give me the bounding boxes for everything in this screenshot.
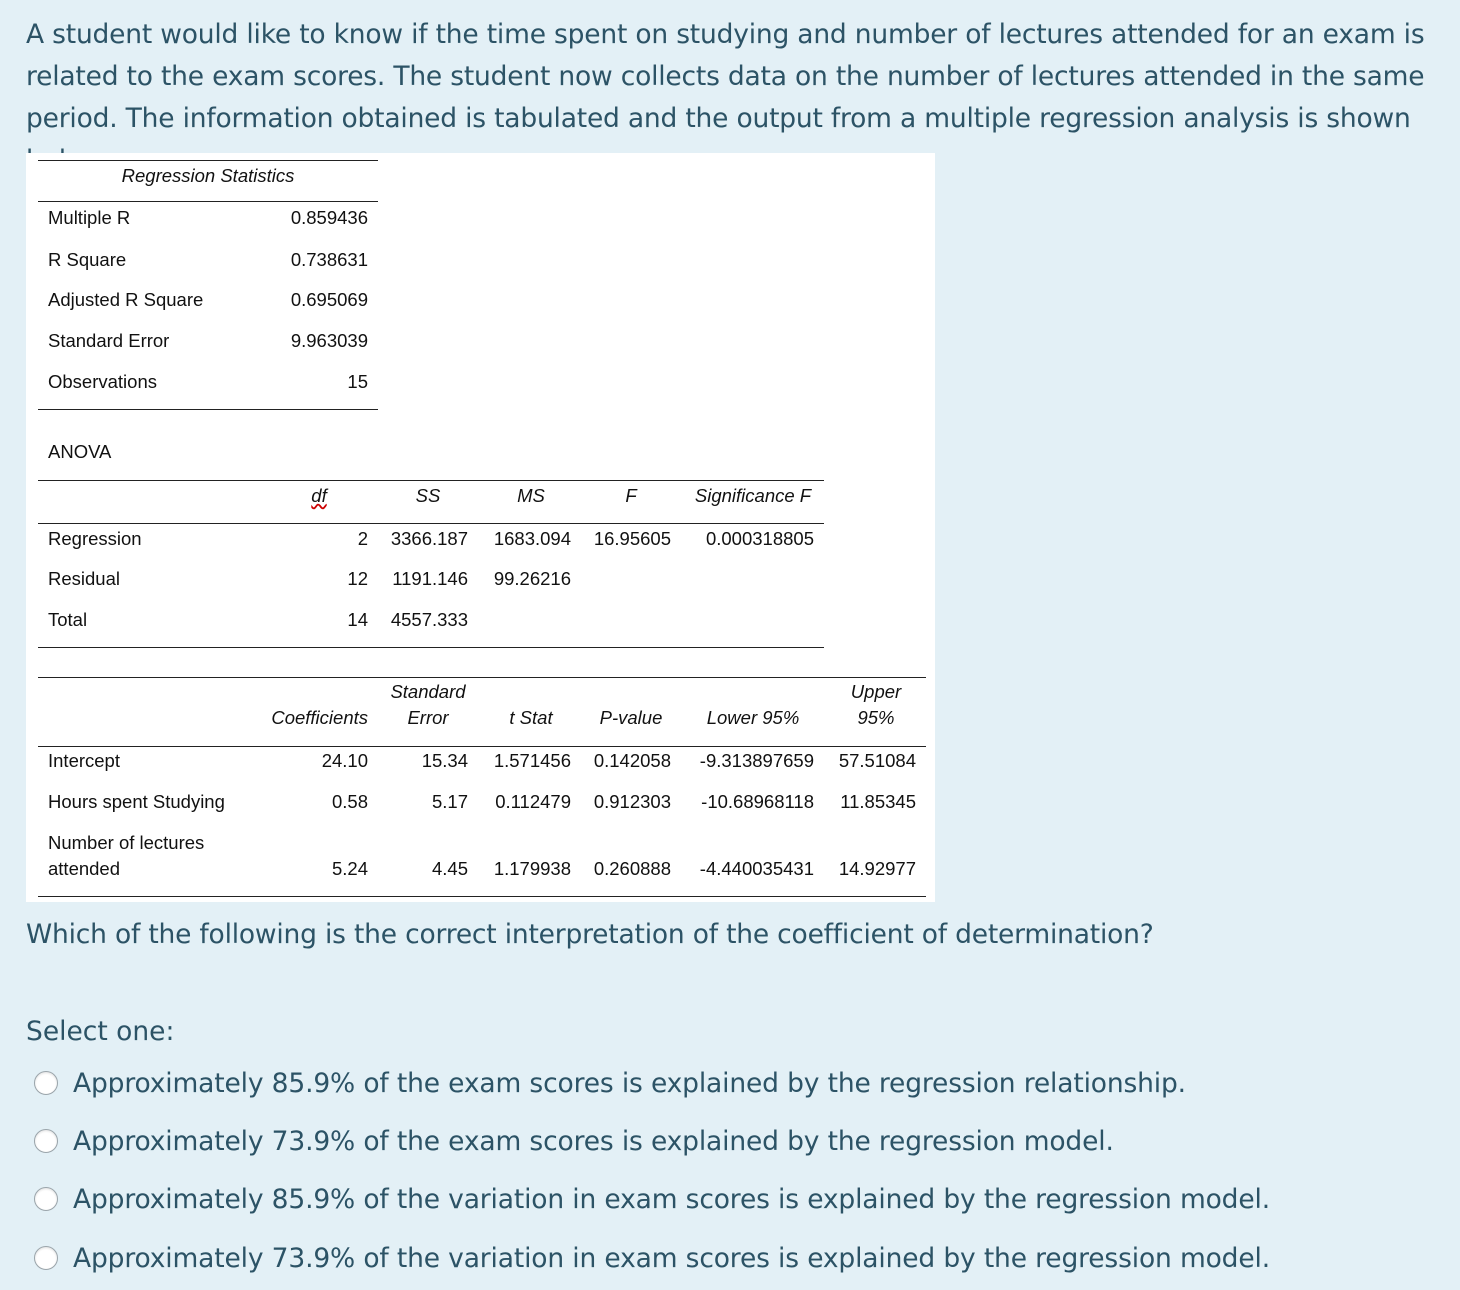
divider [38,201,378,202]
coef-lectures-p-value: 0.260888 [593,858,671,879]
stat-value-r-square: 0.738631 [290,249,368,270]
anova-residual-df: 12 [347,568,368,589]
divider [38,677,926,678]
answer-option-label[interactable]: Approximately 85.9% of the variation in exam scores is explained by the regression model. [73,1183,1270,1215]
answer-option-4[interactable] [34,1238,1270,1278]
coef-header-t-stat: t Stat [509,707,553,728]
answer-option-label[interactable]: Approximately 73.9% of the variation in exam scores is explained by the regression model. [73,1242,1270,1274]
coef-lectures-upper-95: 14.92977 [838,858,916,879]
anova-regression-df: 2 [357,528,368,549]
stat-label-multiple-r: Multiple R [48,207,131,228]
anova-regression-significance: 0.000318805 [705,528,814,549]
regression-output-table [26,153,935,902]
anova-total-df: 14 [347,609,368,630]
stat-value-adjusted-r-square: 0.695069 [290,289,368,310]
question-text: Which of the following is the correct interpretation of the coefficient of determination? [26,919,1154,950]
coef-row-label-hours-studying: Hours spent Studying [48,791,225,812]
coef-hours-upper-95: 11.85345 [840,791,916,812]
anova-header-f: F [625,485,637,506]
coef-header-standard-error-line1: Standard [390,681,466,702]
answer-option-3[interactable] [34,1179,1270,1219]
coef-header-coefficients: Coefficients [271,707,368,728]
anova-row-label-regression: Regression [48,528,142,549]
divider [38,160,378,161]
coef-hours-p-value: 0.912303 [593,791,671,812]
anova-regression-ss: 3366.187 [390,528,468,549]
answer-option-label[interactable]: Approximately 85.9% of the exam scores is explained by the regression relationship. [73,1067,1186,1099]
coef-header-p-value: P-value [599,707,663,728]
stat-label-adjusted-r-square: Adjusted R Square [48,289,204,310]
stat-label-standard-error: Standard Error [48,330,170,351]
coef-intercept-standard-error: 15.34 [421,750,468,771]
coef-header-upper-95-line2: 95% [857,707,895,728]
stat-value-standard-error: 9.963039 [290,330,368,351]
coef-intercept-coefficient: 24.10 [321,750,368,771]
anova-regression-f: 16.95605 [593,528,671,549]
anova-residual-ms: 99.26216 [493,568,571,589]
coef-hours-lower-95: -10.68968118 [701,791,814,812]
anova-row-label-residual: Residual [48,568,120,589]
stat-value-multiple-r: 0.859436 [290,207,368,228]
anova-header-df: df [311,485,327,506]
coef-lectures-standard-error: 4.45 [431,858,468,879]
coef-hours-standard-error: 5.17 [431,791,468,812]
anova-header-ms: MS [517,485,545,506]
coef-header-upper-95-line1: Upper [850,681,902,702]
stat-label-observations: Observations [48,371,157,392]
divider [38,647,824,648]
radio-button-icon[interactable] [34,1129,58,1153]
coef-hours-coefficient: 0.58 [331,791,368,812]
anova-title: ANOVA [48,441,112,462]
coef-lectures-t-stat: 1.179938 [493,858,571,879]
anova-regression-ms: 1683.094 [493,528,571,549]
radio-button-icon[interactable] [34,1071,58,1095]
answer-option-1[interactable] [34,1063,1186,1103]
anova-row-label-total: Total [48,609,88,630]
stat-label-r-square: R Square [48,249,127,270]
divider [38,523,824,524]
select-one-label: Select one: [26,1016,175,1047]
coef-row-label-lectures-line1: Number of lectures [48,832,205,853]
answer-option-label[interactable]: Approximately 73.9% of the exam scores is explained by the regression model. [73,1125,1114,1157]
coef-hours-t-stat: 0.112479 [495,791,571,812]
coef-row-label-lectures-line2: attended [48,858,121,879]
anova-total-ss: 4557.333 [390,609,468,630]
divider [38,896,926,897]
question-intro-text: A student would like to know if the time spent on studying and number of lectures attended for an exam is related to the exam scores. The student now collects data on the number of lectures attended in the same period. The information obtained is tabulated and the output from a multiple regression analysis is shown [26,19,1425,134]
answer-option-2[interactable] [34,1121,1114,1161]
anova-residual-ss: 1191.146 [392,568,468,589]
divider [38,746,926,747]
anova-header-ss: SS [415,485,441,506]
divider [38,409,378,410]
coef-row-label-intercept: Intercept [48,750,120,771]
divider [38,480,824,481]
coef-intercept-lower-95: -9.313897659 [699,750,814,771]
radio-button-icon[interactable] [34,1246,58,1270]
coef-lectures-lower-95: -4.440035431 [699,858,814,879]
coef-intercept-t-stat: 1.571456 [493,750,571,771]
stat-value-observations: 15 [347,371,368,392]
coef-header-standard-error-line2: Error [407,707,449,728]
coef-intercept-upper-95: 57.51084 [838,750,916,771]
radio-button-icon[interactable] [34,1187,58,1211]
coef-lectures-coefficient: 5.24 [331,858,368,879]
coef-header-lower-95: Lower 95% [706,707,800,728]
anova-header-significance-f: Significance F [694,485,812,506]
regression-statistics-title: Regression Statistics [121,165,295,186]
coef-intercept-p-value: 0.142058 [593,750,671,771]
